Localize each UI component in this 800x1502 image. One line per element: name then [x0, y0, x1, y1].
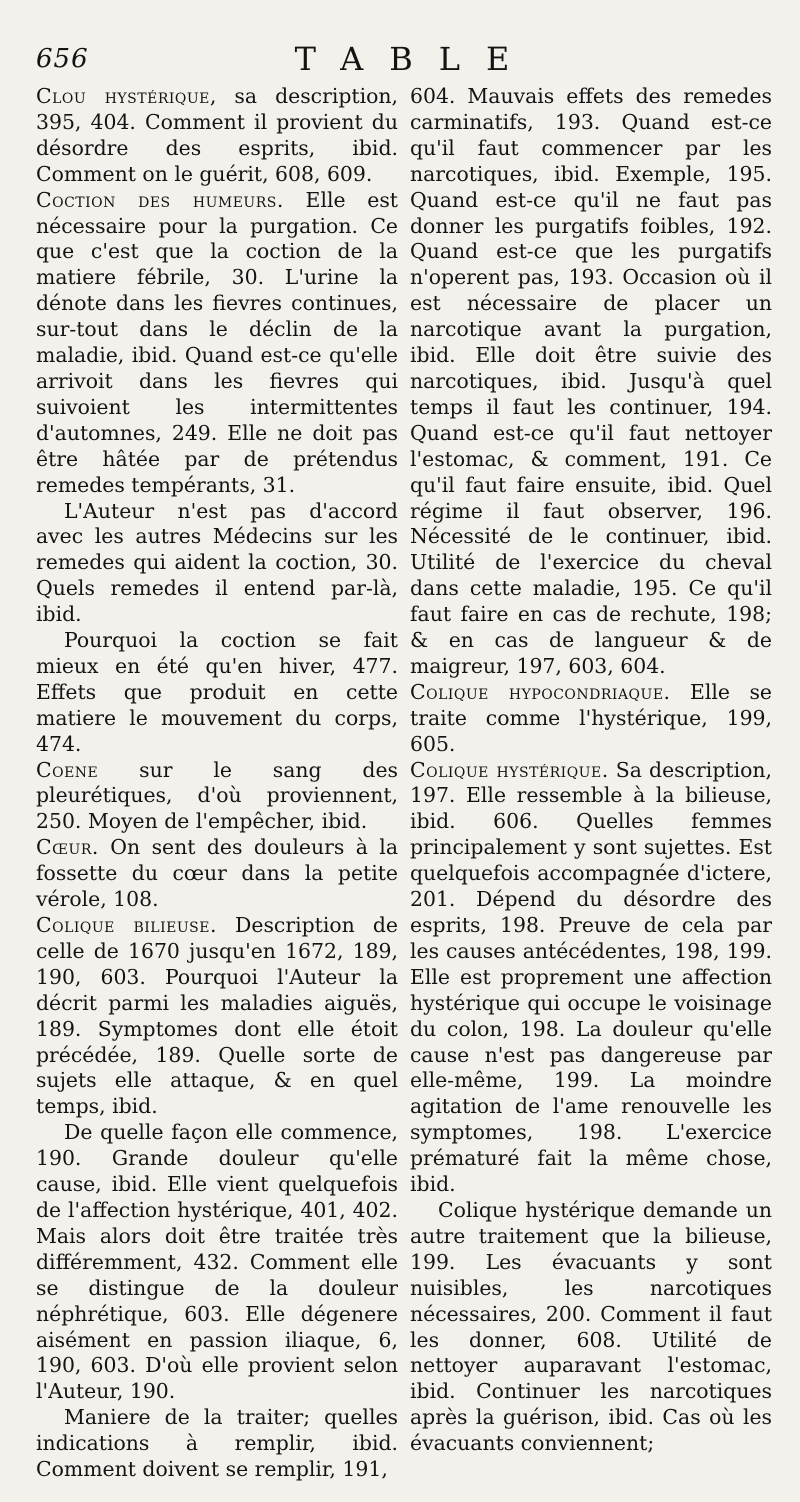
- entry-headword: Coene: [36, 757, 99, 782]
- index-entry: [36, 835, 398, 913]
- index-entry: [410, 1198, 772, 1457]
- index-entry: [410, 680, 772, 758]
- index-entry: [36, 499, 398, 629]
- index-entry: [36, 1405, 398, 1483]
- entry-text: Elle se traite comme l'hystérique, 199, 605.: [410, 679, 772, 756]
- entry-text: Maniere de la traiter; quelles indications à remplir, ibid. Comment doivent se remplir, 191,: [36, 1405, 398, 1482]
- running-title: TABLE: [294, 40, 536, 78]
- entry-text: , sa description, 395, 404. Comment il provient du désordre des esprits, ibid. Comment on le guérit, 608, 609.: [36, 84, 399, 186]
- page-number: 656: [36, 44, 89, 74]
- index-entry: [36, 628, 398, 758]
- index-entry: [410, 758, 772, 1198]
- entry-text: sur le sang des pleurétiques, d'où proviennent, 250. Moyen de l'empêcher, ibid.: [36, 757, 398, 834]
- entry-text: Pourquoi la coction se fait mieux en été qu'en hiver, 477. Effets que produit en cette matiere le mouvement du corps, 474.: [36, 628, 398, 756]
- entry-text: Sa description, 197. Elle ressemble à la bilieuse, ibid. 606. Quelles femmes principalement y sont sujettes. Est quelquefois accompagnée d'ictere, 201. Dépend du désordre des esprits, 198. Preuve de cela par les causes antécédentes, 198, 199. Elle est proprement une affection hystérique qui occupe le voisinage du colon, 198. La douleur qu'elle cause n'est pas dangereuse par elle-même, 199. La moindre agitation de l'ame renouvelle les symptomes, 198. L'exercice prématuré fait la même chose, ibid.: [410, 757, 772, 1197]
- entry-text: Colique hystérique demande un autre traitement que la bilieuse, 199. Les évacuants y sont nuisibles, les narcotiques nécessaires, 200. Comment il faut les donner, 608. Utilité de nettoyer auparavant l'estomac, ibid. Continuer les narcotiques après la guérison, ibid. Cas où les évacuants conviennent;: [410, 1197, 772, 1456]
- index-entry: [36, 84, 398, 188]
- entry-headword: Cœur.: [36, 835, 99, 860]
- entry-headword: Colique bilieuse.: [36, 913, 217, 937]
- left-column: [36, 84, 398, 1483]
- index-entry: [36, 188, 398, 499]
- index-entry: [36, 1120, 398, 1405]
- entry-text: L'Auteur n'est pas d'accord avec les autres Médecins sur les remedes qui aident la coction, 30. Quels remedes il entend par-là, ibid.: [36, 498, 398, 627]
- entry-text: On sent des douleurs à la fossette du cœur dans la petite vérole, 108.: [36, 835, 398, 912]
- index-entry: [36, 758, 398, 836]
- entry-headword: Colique hypocondriaque.: [410, 679, 671, 704]
- right-column: [410, 84, 772, 1457]
- index-entry: [410, 84, 772, 680]
- entry-text: Description de celle de 1670 jusqu'en 1672, 189, 190, 603. Pourquoi l'Auteur la décrit parmi les maladies aiguës, 189. Symptomes dont elle étoit précédée, 189. Quelle sorte de sujets elle attaque, & en quel temps, ibid.: [36, 913, 398, 1119]
- entry-text: 604. Mauvais effets des remedes carminatifs, 193. Quand est-ce qu'il faut commencer par les narcotiques, ibid. Exemple, 195. Quand est-ce qu'il ne faut pas donner les purgatifs foibles, 192. Quand est-ce que les purgatifs n'operent pas, 193. Occasion où il est nécessaire de placer un narcotique avant la purgation, ibid. Elle doit être suivie des narcotiques, ibid. Jusqu'à quel temps il faut les continuer, 194. Quand est-ce qu'il faut nettoyer l'estomac, & comment, 191. Ce qu'il faut faire ensuite, ibid. Quel régime il faut observer, 196. Nécessité de le continuer, ibid. Utilité de l'exercice du cheval dans cette maladie, 195. Ce qu'il faut faire en cas de rechute, 198; & en cas de langueur & de maigreur, 197, 603, 604.: [410, 84, 772, 678]
- entry-headword: Coction des humeurs.: [36, 187, 284, 212]
- entry-text: Elle est nécessaire pour la purgation. Ce que c'est que la coction de la matiere fébrile, 30. L'urine la dénote dans les fievres continues, sur-tout dans le déclin de la maladie, ibid. Quand est-ce qu'elle arrivoit dans les fievres qui suivoient les intermittentes d'automnes, 249. Elle ne doit pas être hâtée par de prétendus remedes tempérants, 31.: [36, 187, 398, 497]
- entry-headword: Clou hystérique: [36, 84, 210, 108]
- entry-headword: Colique hystérique.: [410, 757, 609, 782]
- index-entry: [36, 913, 398, 1120]
- entry-text: De quelle façon elle commence, 190. Grande douleur qu'elle cause, ibid. Elle vient quelquefois de l'affection hystérique, 401, 402. Mais alors doit être traitée très différemment, 432. Comment elle se distingue de la douleur néphrétique, 603. Elle dégenere aisément en passion iliaque, 6, 190, 603. D'où elle provient selon l'Auteur, 190.: [36, 1120, 398, 1404]
